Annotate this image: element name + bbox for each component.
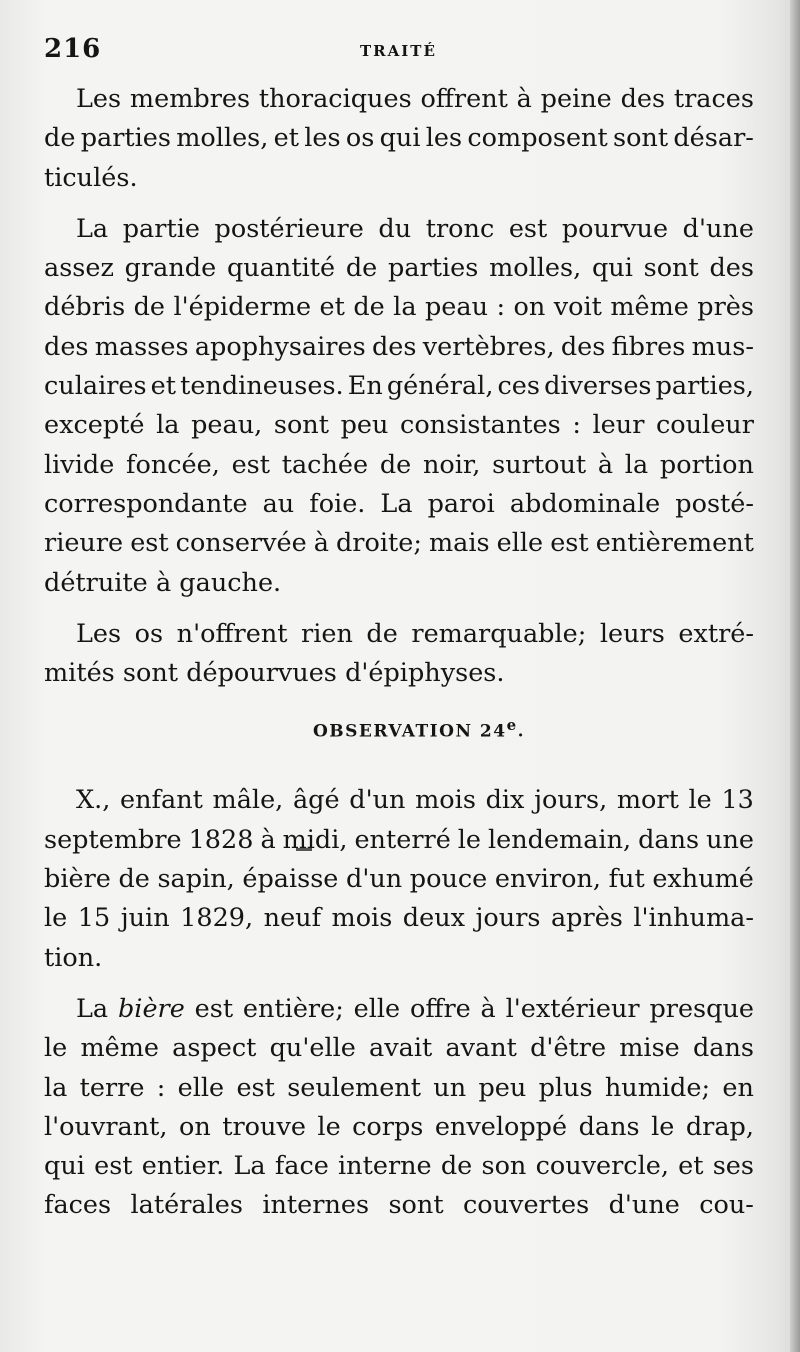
word: Les bbox=[76, 618, 122, 649]
word: abdominale bbox=[509, 488, 661, 519]
text-line bbox=[44, 446, 754, 485]
word: la bbox=[624, 449, 649, 480]
word: humide; bbox=[604, 1072, 711, 1103]
word: entièrement bbox=[595, 528, 754, 559]
word: rien bbox=[301, 618, 353, 649]
word: lendemain, bbox=[487, 824, 632, 855]
word: septembre bbox=[44, 824, 182, 855]
page-gutter bbox=[790, 0, 800, 1352]
word: corps bbox=[352, 1111, 424, 1142]
text-line bbox=[44, 159, 754, 198]
word: os bbox=[345, 123, 375, 154]
word: avant bbox=[445, 1033, 517, 1064]
word: la bbox=[393, 292, 417, 323]
text-line bbox=[44, 990, 754, 1029]
word: pourvue bbox=[561, 213, 669, 244]
word: trouve bbox=[222, 1111, 306, 1142]
word: elle bbox=[353, 993, 401, 1024]
word: et bbox=[319, 292, 345, 323]
text-line bbox=[44, 210, 754, 249]
word: sont bbox=[273, 410, 329, 441]
word: internes bbox=[262, 1190, 370, 1221]
word: presque bbox=[649, 993, 754, 1024]
word: X., bbox=[76, 785, 111, 816]
word: grande bbox=[124, 253, 217, 284]
word: interne bbox=[338, 1151, 432, 1182]
word: masses bbox=[94, 331, 189, 362]
word: La bbox=[76, 993, 109, 1024]
word: neuf bbox=[263, 903, 322, 934]
word: 1828 bbox=[188, 824, 254, 855]
word: postérieure bbox=[214, 213, 364, 244]
word: traces bbox=[673, 84, 754, 114]
word: enfant bbox=[120, 785, 203, 816]
word: même bbox=[80, 1033, 159, 1064]
word: sont bbox=[643, 253, 699, 284]
word: d'une bbox=[608, 1190, 680, 1221]
text-line bbox=[44, 249, 754, 288]
text-line bbox=[44, 1069, 754, 1108]
word: latérales bbox=[130, 1190, 243, 1221]
word: d'être bbox=[530, 1033, 607, 1064]
word: est bbox=[550, 528, 589, 559]
word: mort bbox=[616, 785, 679, 816]
word: offre bbox=[409, 993, 471, 1024]
word: détruite bbox=[44, 567, 148, 598]
word: pouce bbox=[409, 864, 488, 895]
word: 13 bbox=[721, 785, 754, 816]
word: couvertes bbox=[462, 1190, 590, 1221]
word: leur bbox=[592, 410, 645, 441]
word: de bbox=[366, 618, 398, 649]
word: un bbox=[433, 1072, 467, 1103]
word: des bbox=[709, 253, 754, 284]
text-line bbox=[44, 781, 754, 820]
word: peu bbox=[340, 410, 389, 441]
word: surtout bbox=[492, 449, 587, 480]
word: l'extérieur bbox=[505, 993, 640, 1024]
word: dans bbox=[638, 824, 700, 855]
text-line bbox=[44, 564, 754, 603]
word: 15 bbox=[77, 903, 111, 934]
italic-word: bière bbox=[117, 993, 185, 1024]
text-line bbox=[44, 288, 754, 327]
word: membres bbox=[129, 84, 251, 114]
word: entière; bbox=[242, 993, 344, 1024]
text-line bbox=[44, 899, 754, 938]
page-header bbox=[44, 34, 744, 64]
word: ses bbox=[712, 1151, 754, 1182]
word: d'un bbox=[346, 864, 403, 895]
text-line bbox=[44, 1108, 754, 1147]
word: ticulés. bbox=[44, 162, 138, 193]
word: thoraciques bbox=[258, 84, 412, 114]
word: apophysaires bbox=[194, 331, 366, 362]
word: excepté bbox=[44, 410, 145, 441]
word: les bbox=[425, 123, 463, 154]
observation-heading bbox=[44, 693, 754, 757]
word: qu'elle bbox=[269, 1033, 356, 1064]
word: La bbox=[233, 1151, 266, 1182]
word: près bbox=[697, 292, 754, 323]
word: à bbox=[516, 84, 532, 114]
word: on bbox=[178, 1111, 211, 1142]
word: avait bbox=[369, 1033, 433, 1064]
text-line bbox=[44, 654, 754, 693]
word: mise bbox=[619, 1033, 680, 1064]
text-line bbox=[44, 367, 754, 406]
word: enterré bbox=[354, 824, 451, 855]
word: quantité bbox=[226, 253, 336, 284]
word: jours bbox=[475, 903, 541, 934]
page-number: 216 bbox=[44, 34, 102, 64]
word: aspect bbox=[172, 1033, 257, 1064]
word: l'inhuma- bbox=[633, 903, 754, 934]
word: drap, bbox=[685, 1111, 754, 1142]
word: midi, bbox=[282, 824, 348, 855]
word: est bbox=[508, 213, 548, 244]
body-text bbox=[44, 80, 754, 1226]
text-line bbox=[44, 406, 754, 445]
word: de bbox=[440, 1151, 473, 1182]
word: couleur bbox=[656, 410, 754, 441]
word: os bbox=[134, 618, 164, 649]
word: bière bbox=[44, 864, 111, 895]
word: peau bbox=[424, 292, 489, 323]
word: : bbox=[572, 410, 581, 441]
word: composent bbox=[467, 123, 608, 154]
word: droite; bbox=[335, 528, 422, 559]
word: est bbox=[94, 1151, 133, 1182]
word: Les bbox=[76, 84, 122, 114]
text-line bbox=[44, 80, 754, 119]
word: remarquable; bbox=[411, 618, 587, 649]
word: de bbox=[353, 292, 385, 323]
word: à bbox=[260, 824, 276, 855]
word: sont bbox=[122, 658, 179, 689]
word: qui bbox=[44, 1151, 85, 1182]
word: du bbox=[378, 213, 412, 244]
word: des bbox=[371, 331, 417, 362]
word: tendineuses. bbox=[180, 371, 344, 402]
word: assez bbox=[44, 253, 114, 284]
observation-label: OBSERVATION 24 bbox=[312, 722, 507, 743]
word: : bbox=[496, 292, 506, 323]
observation-period: . bbox=[517, 722, 526, 743]
word: mois bbox=[415, 785, 476, 816]
word: le bbox=[44, 1033, 68, 1064]
word: tronc bbox=[425, 213, 495, 244]
word: noir, bbox=[422, 449, 481, 480]
running-title: TRAITÉ bbox=[360, 42, 437, 60]
word: après bbox=[550, 903, 623, 934]
word: parties bbox=[80, 123, 171, 154]
word: peau, bbox=[191, 410, 263, 441]
word: est bbox=[236, 1072, 275, 1103]
word: exhumé bbox=[652, 864, 754, 895]
word: sapin, bbox=[157, 864, 235, 895]
word: mais bbox=[428, 528, 490, 559]
word: consistantes bbox=[400, 410, 561, 441]
word: juin bbox=[120, 903, 170, 934]
word: : bbox=[156, 1072, 166, 1103]
word: couvercle, bbox=[535, 1151, 669, 1182]
word: faces bbox=[44, 1190, 112, 1221]
word: et bbox=[678, 1151, 704, 1182]
text-line bbox=[44, 939, 754, 978]
word: dépourvues bbox=[186, 658, 337, 689]
word: parties, bbox=[655, 371, 754, 402]
word: correspondante bbox=[44, 488, 248, 519]
word: livide bbox=[44, 449, 115, 480]
word: paroi bbox=[427, 488, 495, 519]
word: elle bbox=[177, 1072, 225, 1103]
text-line bbox=[44, 328, 754, 367]
word: d'épiphyses. bbox=[345, 658, 505, 689]
word: on bbox=[513, 292, 546, 323]
word: à bbox=[597, 449, 614, 480]
word: dans bbox=[578, 1111, 640, 1142]
word: l'épiderme bbox=[173, 292, 312, 323]
word: l'ouvrant, bbox=[44, 1111, 168, 1142]
word: désar- bbox=[673, 123, 754, 154]
word: La bbox=[76, 213, 109, 244]
word: terre bbox=[79, 1072, 145, 1103]
word: peu bbox=[478, 1072, 527, 1103]
word: molles, bbox=[489, 253, 582, 284]
word: qui bbox=[591, 253, 633, 284]
word: et bbox=[273, 123, 299, 154]
word: les bbox=[304, 123, 341, 154]
word: seulement bbox=[287, 1072, 421, 1103]
text-line bbox=[44, 821, 754, 860]
word: le bbox=[651, 1111, 675, 1142]
word: plus bbox=[538, 1072, 593, 1103]
word: général, bbox=[386, 371, 494, 402]
word: foie. bbox=[309, 488, 366, 519]
word: mois bbox=[331, 903, 393, 934]
word: le bbox=[457, 824, 481, 855]
text-line bbox=[44, 524, 754, 563]
word: ces bbox=[497, 371, 540, 402]
word: et bbox=[150, 371, 177, 402]
word: d'un bbox=[349, 785, 406, 816]
word: épaisse bbox=[242, 864, 339, 895]
word: des bbox=[560, 331, 606, 362]
word: 1829, bbox=[180, 903, 254, 934]
word: n'offrent bbox=[176, 618, 288, 649]
word: offrent bbox=[420, 84, 508, 114]
word: voit bbox=[553, 292, 602, 323]
word: mités bbox=[44, 658, 115, 689]
word: son bbox=[481, 1151, 527, 1182]
text-line bbox=[44, 119, 754, 158]
word: partie bbox=[122, 213, 200, 244]
text-line bbox=[44, 485, 754, 524]
word: molles, bbox=[176, 123, 269, 154]
word: débris bbox=[44, 292, 126, 323]
word: au bbox=[262, 488, 295, 519]
word: en bbox=[722, 1072, 754, 1103]
word: parties bbox=[388, 253, 479, 284]
word: est bbox=[130, 528, 169, 559]
word: des bbox=[620, 84, 666, 114]
word: de bbox=[133, 292, 166, 323]
word: face bbox=[274, 1151, 329, 1182]
word: foncée, bbox=[126, 449, 220, 480]
observation-suffix: e bbox=[506, 716, 518, 735]
word: La bbox=[380, 488, 413, 519]
word: est bbox=[194, 993, 234, 1024]
word: dans bbox=[692, 1033, 754, 1064]
text-line bbox=[44, 1186, 754, 1225]
word: deux bbox=[402, 903, 466, 934]
text-line bbox=[44, 1147, 754, 1186]
word: même bbox=[610, 292, 689, 323]
word: âgé bbox=[292, 785, 340, 816]
word: qui bbox=[379, 123, 421, 154]
word: de bbox=[345, 253, 378, 284]
word: d'une bbox=[682, 213, 754, 244]
word: à bbox=[480, 993, 496, 1024]
word: à bbox=[313, 528, 329, 559]
word: conservée bbox=[175, 528, 307, 559]
word: vertèbres, bbox=[422, 331, 555, 362]
word: posté- bbox=[675, 488, 754, 519]
text-line bbox=[44, 615, 754, 654]
word: fut bbox=[608, 864, 645, 895]
text-line bbox=[44, 860, 754, 899]
word: gauche. bbox=[179, 567, 282, 598]
word: leurs bbox=[599, 618, 665, 649]
word: à bbox=[155, 567, 172, 598]
word: le bbox=[688, 785, 712, 816]
word: une bbox=[706, 824, 754, 855]
word: tachée bbox=[281, 449, 369, 480]
word: dix bbox=[485, 785, 525, 816]
word: de bbox=[44, 123, 76, 154]
word: jours, bbox=[534, 785, 608, 816]
word: enveloppé bbox=[434, 1111, 568, 1142]
text-line bbox=[44, 1029, 754, 1068]
word: sont bbox=[388, 1190, 444, 1221]
word: environ, bbox=[494, 864, 602, 895]
word: le bbox=[317, 1111, 341, 1142]
word: la bbox=[156, 410, 180, 441]
word: mâle, bbox=[212, 785, 284, 816]
word: entier. bbox=[141, 1151, 225, 1182]
word: est bbox=[231, 449, 270, 480]
word: diverses bbox=[544, 371, 652, 402]
word: extré- bbox=[678, 618, 754, 649]
word: le bbox=[44, 903, 68, 934]
word: En bbox=[347, 371, 383, 402]
word: cou- bbox=[699, 1190, 754, 1221]
word: de bbox=[379, 449, 412, 480]
word: portion bbox=[659, 449, 754, 480]
word: fibres bbox=[611, 331, 686, 362]
word: sont bbox=[612, 123, 669, 154]
word: des bbox=[44, 331, 89, 362]
word: la bbox=[44, 1072, 68, 1103]
word: elle bbox=[496, 528, 544, 559]
word: tion. bbox=[44, 942, 103, 973]
word: peine bbox=[540, 84, 612, 114]
word: rieure bbox=[44, 528, 124, 559]
word: culaires bbox=[44, 371, 147, 402]
word: de bbox=[118, 864, 150, 895]
word: mus- bbox=[691, 331, 754, 362]
